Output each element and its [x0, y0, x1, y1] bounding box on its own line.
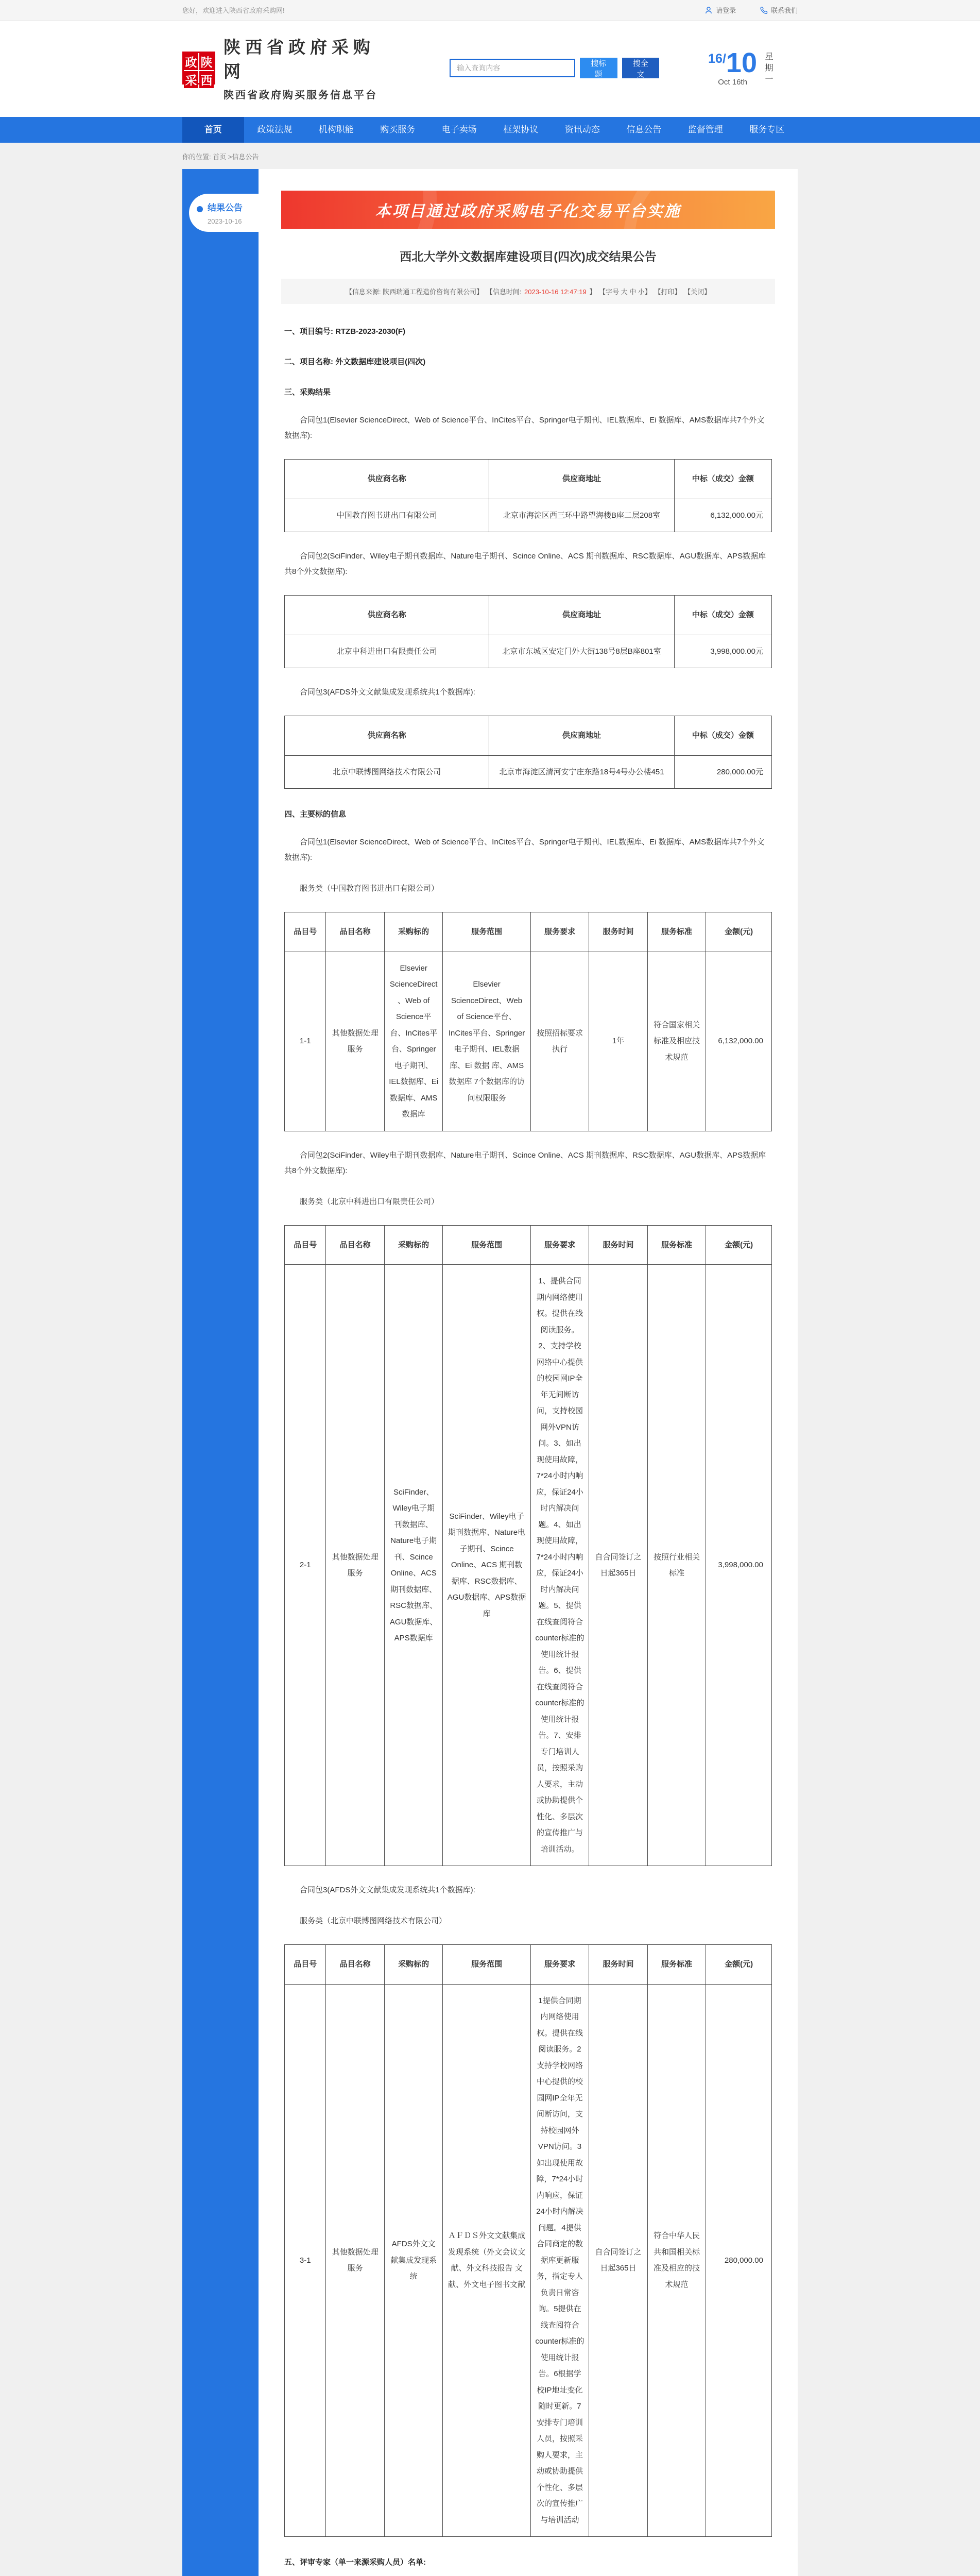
table-cell: 2-1: [285, 1265, 326, 1866]
table-header-cell: 服务时间: [589, 1945, 648, 1985]
table-header-cell: 服务要求: [530, 912, 589, 952]
table-header-cell: 供应商地址: [489, 596, 674, 635]
table-cell: 3-1: [285, 1984, 326, 2537]
category-sidebar: [182, 169, 259, 2576]
detail-table-package1: [284, 912, 772, 1131]
supplier-table-package3: [284, 716, 772, 789]
table-header-row: [285, 596, 772, 635]
font-size-switch[interactable]: 【字号 大 中 小】: [598, 288, 651, 296]
login-link[interactable]: 请登录: [704, 5, 736, 15]
article-text: 合同包3(AFDS外文文献集成发现系统共1个数据库):: [300, 688, 475, 697]
nav-item-2[interactable]: 机构职能: [318, 125, 354, 134]
section-heading: 四、主要标的信息: [284, 810, 347, 819]
section-heading: 三、采购结果: [284, 388, 331, 397]
table-header-cell: 服务时间: [589, 1225, 648, 1265]
table-cell: 符合国家相关标准及相应技术规范: [647, 952, 706, 1131]
table-cell: 按照行业相关标准: [647, 1265, 706, 1866]
table-header-cell: 服务范围: [443, 1225, 530, 1265]
nav-item-6[interactable]: 资讯动态: [564, 125, 600, 134]
table-cell: 北京市海淀区西三环中路望海楼B座二层208室: [489, 499, 674, 532]
table-header-cell: 供应商地址: [489, 460, 674, 499]
search-bar: [450, 58, 659, 78]
table-cell: 3,998,000.00元: [674, 635, 771, 668]
table-cell: 280,000.00元: [674, 755, 771, 789]
print-button[interactable]: 【打印】: [654, 288, 681, 296]
table-cell: 3,998,000.00: [706, 1265, 772, 1866]
table-header-cell: 中标（成交）金额: [674, 716, 771, 756]
nav-item-9[interactable]: 服务专区: [749, 125, 785, 134]
table-cell: ＡＦＤＳ外文文献集成发现系统（外文会议文献、外文科技报告 文献、外文电子图书文献: [443, 1984, 530, 2537]
table-header-cell: 金额(元): [706, 912, 772, 952]
date-widget: [708, 49, 798, 87]
table-cell: AFDS外文文献集成发现系统: [384, 1984, 443, 2537]
top-utility-bar: [0, 0, 980, 21]
breadcrumb: 你的位置: 首页 >信息公告: [182, 153, 259, 161]
table-header-cell: 中标（成交）金额: [674, 460, 771, 499]
table-cell: 其他数据处理服务: [326, 952, 385, 1131]
table-cell: 其他数据处理服务: [326, 1984, 385, 2537]
table-header-row: [285, 716, 772, 756]
table-cell: SciFinder、Wiley电子期刊数据库、Nature电子期刊、Scince Online、ACS 期刊数据库、RSC数据库、AGU数据库、APS数据库: [384, 1265, 443, 1866]
table-header-cell: 服务范围: [443, 1945, 530, 1985]
seal-character: 陕: [199, 53, 214, 70]
table-cell: 北京市海淀区清河安宁庄东路18号4号办公楼451: [489, 755, 674, 789]
site-subtitle: 陕西省政府购买服务信息平台: [223, 90, 377, 101]
page-title: 西北大学外文数据库建设项目(四次)成交结果公告: [400, 250, 657, 263]
table-cell: 6,132,000.00元: [674, 499, 771, 532]
table-header-row: [285, 1225, 772, 1265]
table-header-cell: 品目名称: [326, 1225, 385, 1265]
date-day: 16/: [708, 52, 726, 66]
meta-time: 2023-10-16 12:47:19: [524, 288, 587, 296]
site-header: [0, 21, 980, 117]
table-cell: 北京中科进出口有限责任公司: [285, 635, 489, 668]
contact-link[interactable]: 联系我们: [760, 5, 798, 15]
nav-item-1[interactable]: 政策法规: [257, 125, 293, 134]
breadcrumb-home[interactable]: 首页: [213, 153, 227, 161]
table-cell: 6,132,000.00: [706, 952, 772, 1131]
table-header-cell: 服务要求: [530, 1945, 589, 1985]
table-header-cell: 服务标准: [647, 912, 706, 952]
table-cell: SciFinder、Wiley电子期刊数据库、Nature电子期刊、Scince Online、ACS 期刊数据库、RSC数据库、AGU数据库、APS数据库: [443, 1265, 530, 1866]
user-icon: [704, 6, 713, 14]
supplier-table-package1: [284, 459, 772, 532]
section-heading: 五、评审专家（单一来源采购人员）名单:: [284, 2558, 426, 2567]
main-navigation: [0, 117, 980, 143]
article-text: 服务类（中国教育图书进出口有限公司）: [300, 884, 439, 893]
site-title: 陕西省政府采购网: [223, 38, 375, 81]
article-meta-bar: 【信息来源: 陕西瑞通工程造价咨询有限公司】 【信息时间: 2023-10-16 12:47:19 】 【字号 大 中 小】 【打印】 【关闭】: [281, 279, 775, 304]
detail-table-package3: [284, 1944, 772, 2537]
content-area: [182, 169, 798, 2576]
section-heading: 一、项目编号: RTZB-2023-2030(F): [284, 327, 406, 336]
table-header-row: [285, 1945, 772, 1985]
table-header-cell: 品目号: [285, 1945, 326, 1985]
search-title-button[interactable]: 搜标题: [580, 58, 617, 78]
table-cell: 1-1: [285, 952, 326, 1131]
table-header-cell: 服务标准: [647, 1225, 706, 1265]
nav-item-3[interactable]: 购买服务: [380, 125, 416, 134]
site-logo: [182, 34, 388, 101]
article-panel: [259, 169, 798, 2576]
sidebar-tab-label: 结果公告: [208, 203, 243, 213]
search-input[interactable]: [450, 59, 575, 77]
table-row: [285, 755, 772, 789]
table-header-cell: 品目号: [285, 912, 326, 952]
nav-item-7[interactable]: 信息公告: [626, 125, 662, 134]
table-row: [285, 1265, 772, 1866]
table-row: [285, 952, 772, 1131]
article-text: 合同包2(SciFinder、Wiley电子期刊数据库、Nature电子期刊、Scince Online、ACS 期刊数据库、RSC数据库、AGU数据库、APS数据库共8个外文数据库):: [284, 552, 766, 576]
nav-item-0[interactable]: 首页: [182, 117, 244, 143]
table-header-cell: 品目号: [285, 1225, 326, 1265]
table-cell: 自合同签订之日起365日: [589, 1984, 648, 2537]
welcome-text: 您好，欢迎进入陕西省政府采购网!: [182, 7, 285, 14]
article-text: 合同包3(AFDS外文文献集成发现系统共1个数据库):: [300, 1886, 475, 1894]
table-header-row: [285, 460, 772, 499]
nav-item-4[interactable]: 电子卖场: [441, 125, 477, 134]
nav-item-8[interactable]: 监督管理: [687, 125, 723, 134]
article-text: 服务类（北京中联博图网络技术有限公司）: [300, 1917, 447, 1925]
table-header-row: [285, 912, 772, 952]
platform-banner: 本项目通过政府采购电子化交易平台实施: [281, 191, 775, 229]
date-month: 10: [726, 47, 757, 78]
table-cell: 按照招标要求执行: [530, 952, 589, 1131]
table-header-cell: 金额(元): [706, 1945, 772, 1985]
table-header-cell: 采购标的: [384, 1945, 443, 1985]
table-header-cell: 供应商名称: [285, 596, 489, 635]
sidebar-tab-result-announcement[interactable]: [189, 194, 259, 232]
table-header-cell: 供应商名称: [285, 460, 489, 499]
section-heading: 二、项目名称: 外文数据库建设项目(四次): [284, 358, 426, 366]
table-header-cell: 供应商地址: [489, 716, 674, 756]
table-cell: Elsevier ScienceDirect、Web of Science平台、InCites平台、Springer电子期刊、IEL数据库、Ei 数据 库、AMS数据库 7个数据库的访问权限服务: [443, 952, 530, 1131]
table-header-cell: 采购标的: [384, 1225, 443, 1265]
meta-source: 【信息来源: 陕西瑞通工程造价咨询有限公司】: [345, 288, 484, 296]
table-header-cell: 品目名称: [326, 1945, 385, 1985]
table-header-cell: 服务时间: [589, 912, 648, 952]
article-text: 服务类（北京中科进出口有限责任公司）: [300, 1197, 439, 1206]
table-row: [285, 499, 772, 532]
table-header-cell: 采购标的: [384, 912, 443, 952]
seal-character: 西: [199, 71, 214, 88]
table-cell: Elsevier ScienceDirect、Web of Science平台、InCites平台、Springer电子期刊、IEL数据库、Ei 数据库、AMS数据库: [384, 952, 443, 1131]
article-body: [281, 304, 775, 2576]
table-cell: 1、提供合同期内网络使用权。提供在线阅读服务。2、支持学校网络中心提供的校园网IP全年无间断访问，支持校园网外VPN访问。3、如出现使用故障，7*24小时内响应，保证24小时内解决问题。4、如出现使用故障，7*24小时内响应，保证24小时内解决问题。5、提供在线查阅符合counter标准的使用统计报告。6、提供在线查阅符合counter标准的使用统计报告。7、安排专门培训人员，按照采购人要求，主动或协助提供个性化、多层次的宣传推广与培训活动。: [530, 1265, 589, 1866]
table-row: [285, 1984, 772, 2537]
table-cell: 1年: [589, 952, 648, 1131]
seal-character: 政: [184, 53, 198, 70]
table-cell: 280,000.00: [706, 1984, 772, 2537]
article-text: 合同包1(Elsevier ScienceDirect、Web of Science平台、InCites平台、Springer电子期刊、IEL数据库、Ei 数据库、AMS数据库共7个外文数据库):: [284, 416, 765, 440]
table-header-cell: 品目名称: [326, 912, 385, 952]
phone-icon: [760, 6, 768, 14]
table-header-cell: 服务标准: [647, 1945, 706, 1985]
breadcrumb-current[interactable]: 信息公告: [232, 153, 259, 161]
detail-table-package2: [284, 1225, 772, 1867]
seal-character: 采: [184, 71, 198, 88]
table-cell: 自合同签订之日起365日: [589, 1265, 648, 1866]
date-weekday: 星期一: [764, 52, 772, 86]
table-row: [285, 635, 772, 668]
logo-seal-icon: [182, 52, 215, 87]
table-cell: 其他数据处理服务: [326, 1265, 385, 1866]
search-fulltext-button[interactable]: 搜全文: [622, 58, 660, 78]
date-english: Oct 16th: [718, 78, 747, 87]
close-button[interactable]: 【关闭】: [684, 288, 711, 296]
table-header-cell: 供应商名称: [285, 716, 489, 756]
table-cell: 符合中华人民共和国相关标准及相应的技术规范: [647, 1984, 706, 2537]
sidebar-tab-date: 2023-10-16: [208, 217, 242, 225]
table-header-cell: 金额(元): [706, 1225, 772, 1265]
table-cell: 中国教育图书进出口有限公司: [285, 499, 489, 532]
table-cell: 北京中联博图网络技术有限公司: [285, 755, 489, 789]
table-cell: 1提供合同期内网络使用权。提供在线阅读服务。2支持学校网络中心提供的校园网IP全年无间断访问，支持校园网外VPN访问。3如出现使用故障，7*24小时内响应，保证24小时内解决问题。4提供合同商定的数据库更新服务，指定专人负责日常咨询。5提供在线查阅符合counter标准的使用统计报告。6根据学校IP地址变化随时更新。7安排专门培训人员，按照采购人要求，主动或协助提供个性化、多层次的宣传推广与培训活动: [530, 1984, 589, 2537]
nav-item-5[interactable]: 框架协议: [503, 125, 539, 134]
article-text: 合同包2(SciFinder、Wiley电子期刊数据库、Nature电子期刊、Scince Online、ACS 期刊数据库、RSC数据库、AGU数据库、APS数据库共8个外文数据库):: [284, 1150, 766, 1175]
table-header-cell: 服务范围: [443, 912, 530, 952]
supplier-table-package2: [284, 595, 772, 668]
table-cell: 北京市东城区安定门外大街138号8层B座801室: [489, 635, 674, 668]
article-text: 合同包1(Elsevier ScienceDirect、Web of Science平台、InCites平台、Springer电子期刊、IEL数据库、Ei 数据库、AMS数据库共7个外文数据库):: [284, 838, 765, 862]
table-header-cell: 中标（成交）金额: [674, 596, 771, 635]
table-header-cell: 服务要求: [530, 1225, 589, 1265]
